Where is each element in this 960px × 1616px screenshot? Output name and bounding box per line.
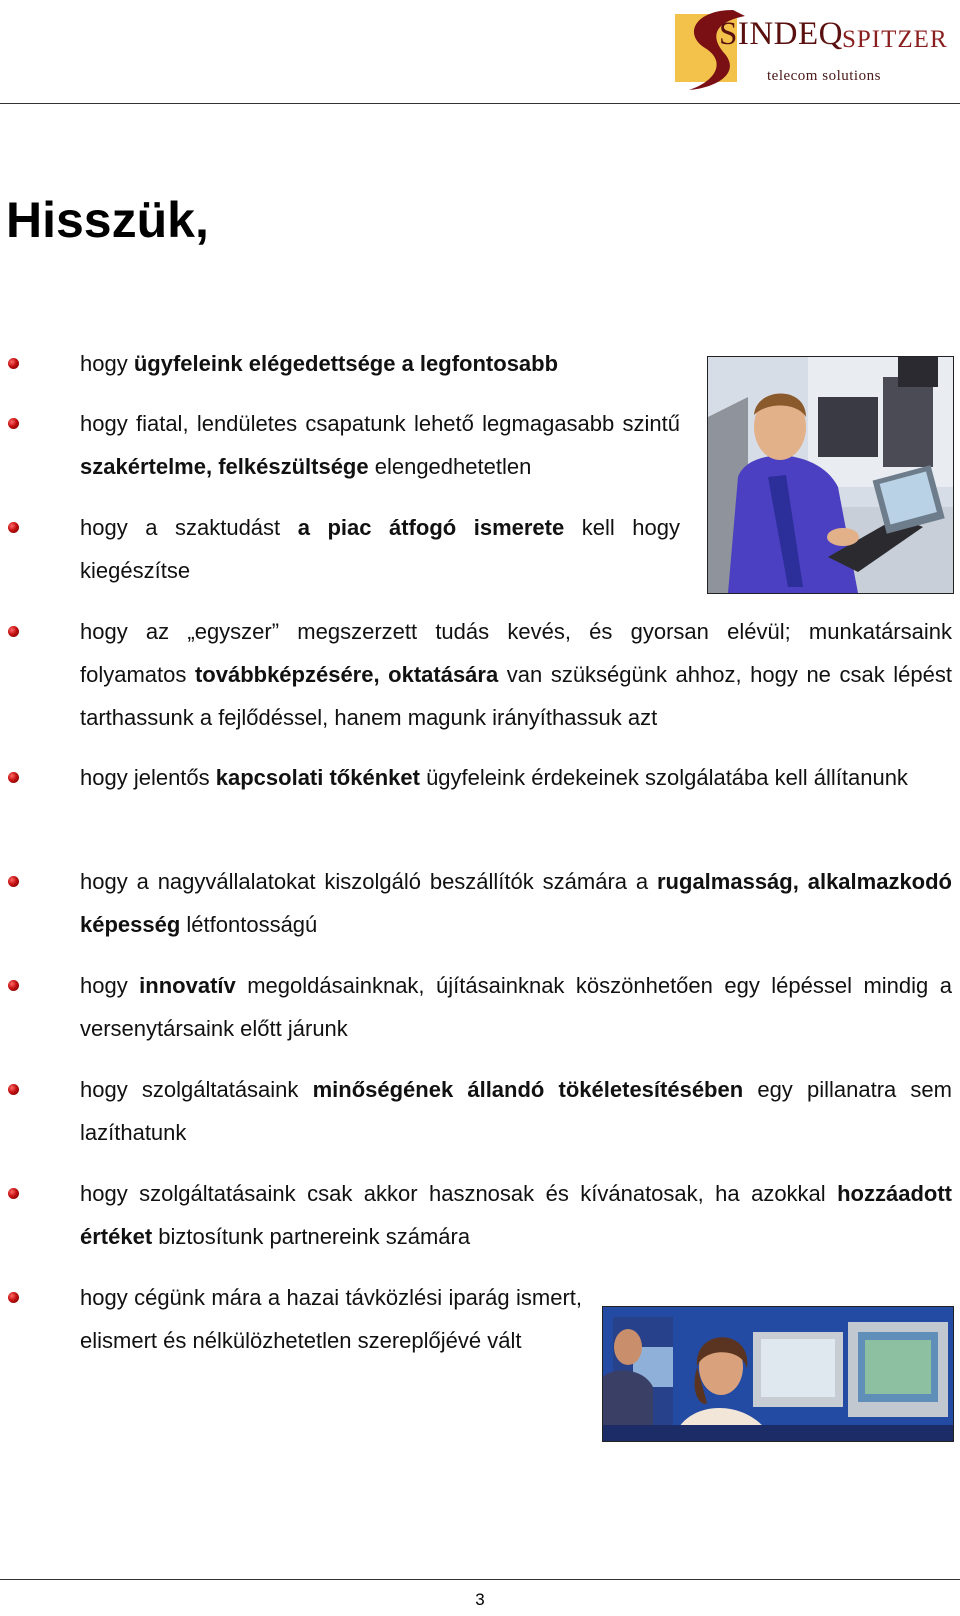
page-number: 3 (475, 1590, 485, 1609)
body-text: hogy a szaktudást (80, 515, 298, 540)
body-text: hogy (80, 973, 140, 998)
belief-item (80, 756, 952, 799)
company-logo (675, 4, 955, 96)
logo-tagline: telecom solutions (767, 68, 881, 84)
body-text: biztosítunk partnereink számára (152, 1224, 471, 1249)
emphasis-text: továbbképzésére, oktatására (194, 662, 499, 687)
emphasis-text: hozzáadott értéket (80, 1181, 952, 1249)
body-text: hogy az „egyszer” megszerzett tudás kevés, és gyorsan elévül; munkatársaink folyamatos (80, 619, 952, 687)
bullet-icon (8, 418, 19, 429)
emphasis-text: minőségének állandó tökéletesítésében (312, 1077, 744, 1102)
emphasis-text: a piac átfogó ismerete (297, 515, 565, 540)
body-text: ügyfeleink érdekeinek szolgálatába kell állítanunk (419, 765, 908, 790)
body-text: hogy szolgáltatásaink (80, 1077, 313, 1102)
bullet-icon (8, 980, 19, 991)
header-divider (0, 103, 960, 104)
bullet-icon (8, 772, 19, 783)
page-header (0, 0, 960, 104)
body-text: hogy szolgáltatásaink csak akkor hasznosak és kívánatosak, ha azokkal (80, 1181, 838, 1206)
footer-divider (0, 1579, 960, 1580)
body-text: hogy cégünk mára a hazai távközlési iparág ismert, elismert és nélkülözhetetlen szereplőjévé vált (80, 1285, 582, 1353)
logo-name-primary: SINDEQ (719, 16, 843, 52)
belief-item (80, 964, 952, 1050)
emphasis-text: rugalmasság, alkalmazkodó képesség (80, 869, 952, 937)
belief-item (80, 860, 952, 946)
emphasis-text: ügyfeleink elégedettsége a legfontosabb (133, 351, 559, 376)
body-text: kell hogy kiegészítse (80, 515, 680, 583)
bullet-icon (8, 1084, 19, 1095)
belief-item (80, 1276, 582, 1362)
photo-businessman-laptop (707, 356, 954, 594)
bullet-icon (8, 626, 19, 637)
bullet-icon (8, 522, 19, 533)
belief-item (80, 610, 952, 739)
emphasis-text: innovatív (139, 973, 236, 998)
bullet-icon (8, 1188, 19, 1199)
bullet-icon (8, 1292, 19, 1303)
emphasis-text: kapcsolati tőkénket (215, 765, 420, 790)
belief-item (80, 506, 680, 592)
body-text: megoldásainknak, újításainknak köszönhetően egy lépéssel mindig a versenytársaink előtt járunk (80, 973, 952, 1041)
photo-operator-monitors (602, 1306, 954, 1442)
body-text: hogy fiatal, lendületes csapatunk lehető legmagasabb szintű (80, 411, 680, 436)
body-text: hogy jelentős (80, 765, 216, 790)
belief-item (80, 342, 680, 385)
belief-item (80, 1172, 952, 1258)
body-text: hogy a nagyvállalatokat kiszolgáló beszállítók számára a (80, 869, 657, 894)
belief-item (80, 402, 680, 488)
belief-item (80, 1068, 952, 1154)
body-text: elengedhetetlen (368, 454, 532, 479)
bullet-icon (8, 358, 19, 369)
body-text: hogy (80, 351, 134, 376)
bullet-icon (8, 876, 19, 887)
body-text: létfontosságú (180, 912, 318, 937)
logo-name-secondary: SPITZER (842, 26, 948, 53)
page-title: Hisszük, (6, 192, 209, 248)
body-text: egy pillanatra sem lazíthatunk (80, 1077, 952, 1145)
emphasis-text: szakértelme, felkészültsége (80, 454, 369, 479)
body-text: van szükségünk ahhoz, hogy ne csak lépést tarthassunk a fejlődéssel, hanem magunk irányíthassuk azt (80, 662, 952, 730)
